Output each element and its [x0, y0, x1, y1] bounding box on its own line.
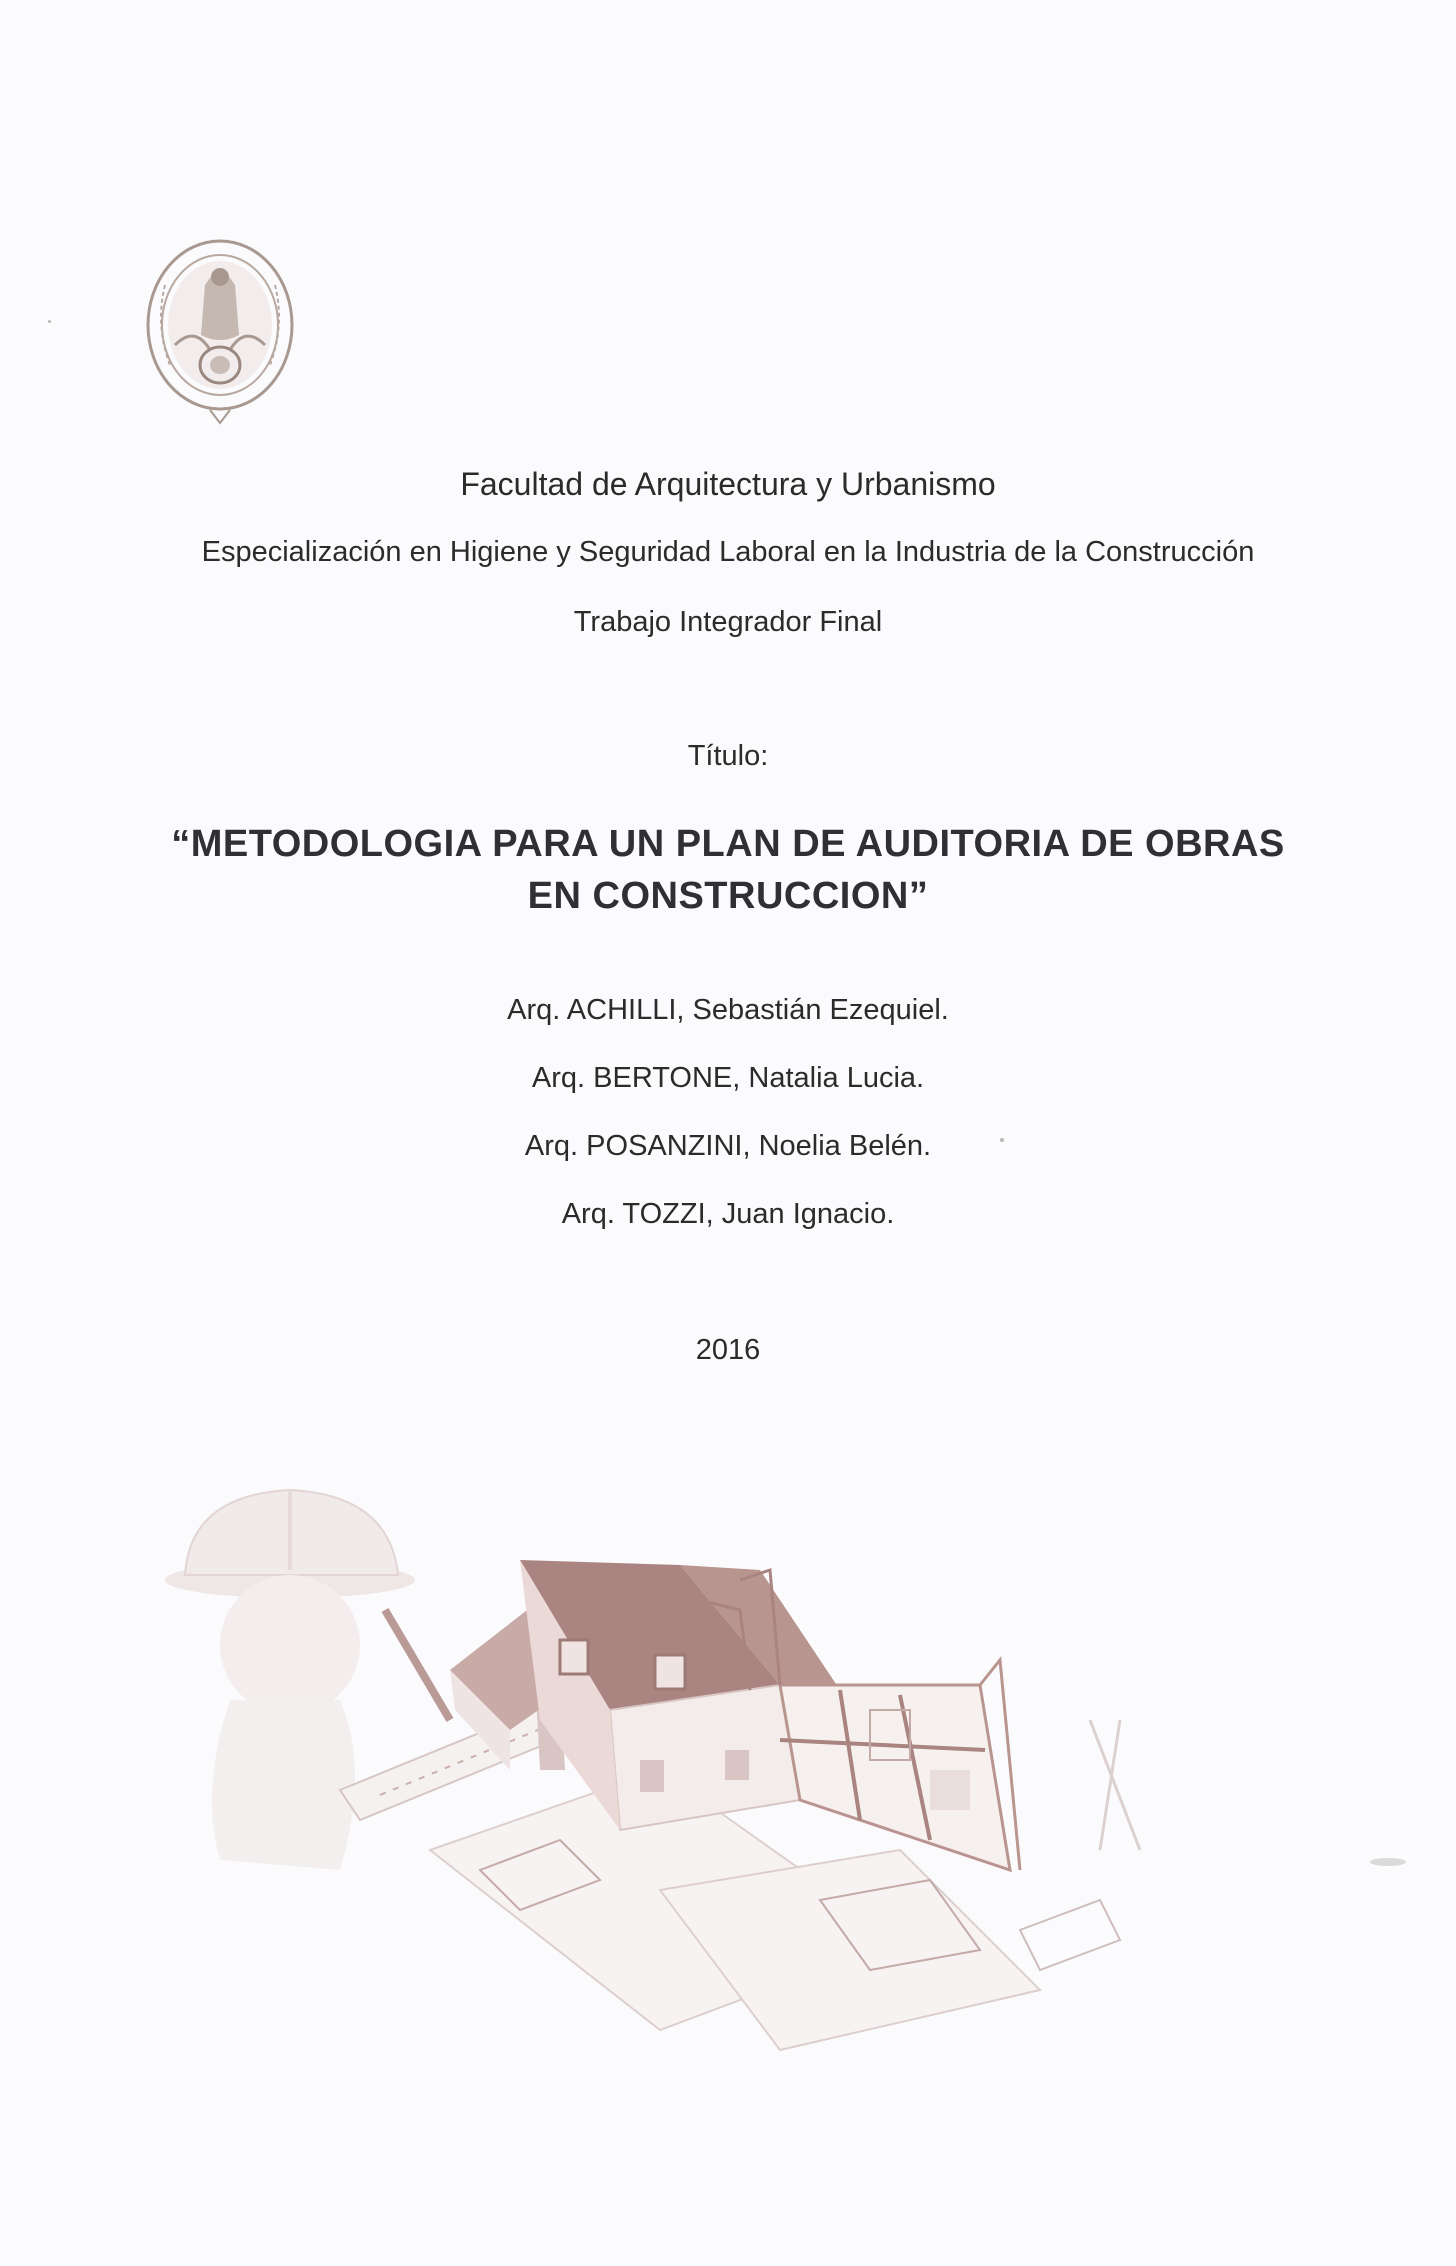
publication-year: 2016	[695, 1334, 761, 1366]
title-label: Título:	[687, 740, 769, 772]
document-title	[0, 818, 1456, 922]
scan-speck	[1000, 1138, 1004, 1142]
house-construction-illustration	[140, 1470, 1290, 2070]
author-2: Arq. BERTONE, Natalia Lucia.	[531, 1062, 925, 1094]
scan-speck	[1370, 1858, 1406, 1866]
faculty-name: Facultad de Arquitectura y Urbanismo	[460, 466, 996, 502]
work-type: Trabajo Integrador Final	[573, 606, 883, 638]
document-title-line-1: “METODOLOGIA PARA UN PLAN DE AUDITORIA DE OBRAS	[171, 823, 1285, 865]
author-1: Arq. ACHILLI, Sebastián Ezequiel.	[507, 994, 949, 1026]
university-seal-icon	[135, 225, 305, 425]
scan-speck	[48, 320, 51, 323]
specialization-name: Especialización en Higiene y Seguridad Laboral en la Industria de la Construcción	[201, 536, 1255, 568]
document-title-line-2: EN CONSTRUCCION”	[527, 875, 929, 917]
author-4: Arq. TOZZI, Juan Ignacio.	[561, 1198, 895, 1230]
author-3: Arq. POSANZINI, Noelia Belén.	[524, 1130, 932, 1162]
